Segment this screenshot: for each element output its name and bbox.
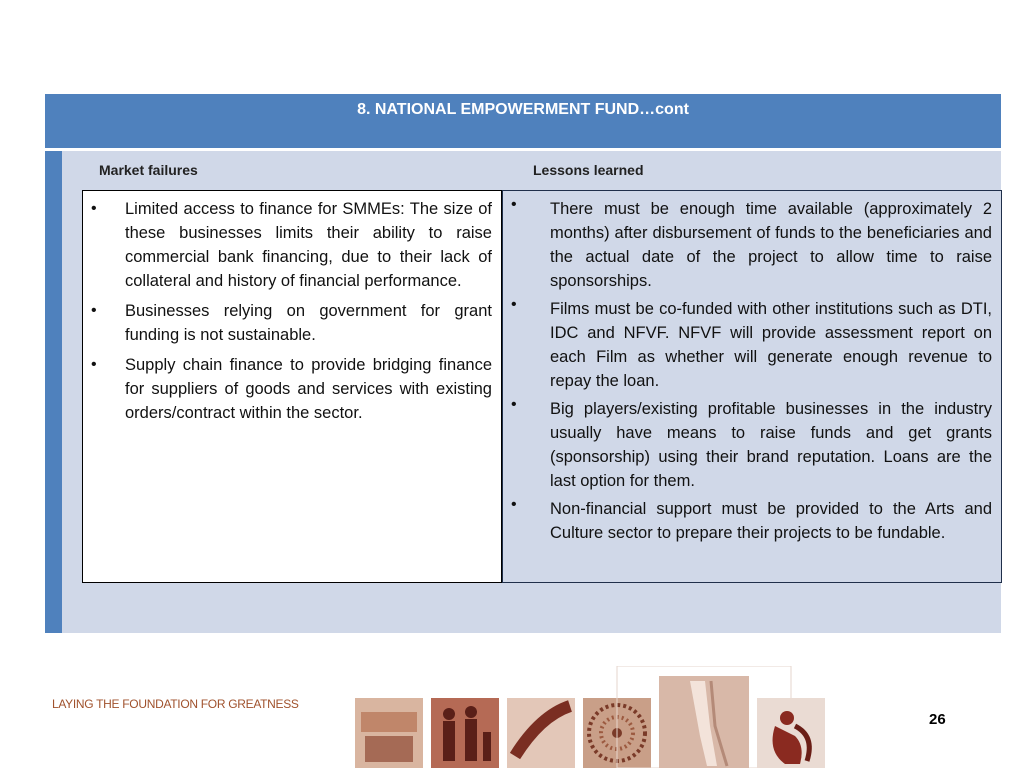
saxophone-player-image xyxy=(757,698,825,768)
list-item: • Supply chain finance to provide bridging finance for suppliers of goods and services with existing orders/contract within the sector. xyxy=(125,353,492,425)
footer-image-strip xyxy=(355,666,835,768)
lessons-learned-list xyxy=(550,197,992,549)
market-failures-box xyxy=(82,190,502,583)
lessons-learned-heading: Lessons learned xyxy=(533,162,644,178)
footer-images xyxy=(355,666,835,768)
list-item: • Businesses relying on government for grant funding is not sustainable. xyxy=(125,299,492,347)
slide-title: 8. NATIONAL EMPOWERMENT FUND…cont xyxy=(357,101,689,118)
market-failures-heading: Market failures xyxy=(99,162,198,178)
list-item: • Limited access to finance for SMMEs: The size of these businesses limits their ability to raise commercial bank financing, due to their lack of collateral and history of financial performance. xyxy=(125,197,492,293)
list-item: • Films must be co-funded with other institutions such as DTI, IDC and NFVF. NFVF will provide assessment report on each Film as whether will generate enough revenue to repay the loan. xyxy=(550,297,992,393)
list-item: • There must be enough time available (approximately 2 months) after disbursement of funds to the beneficiaries and the actual date of the project to allow time to raise sponsorships. xyxy=(550,197,992,293)
lessons-learned-box xyxy=(502,190,1002,583)
page-number: 26 xyxy=(929,711,946,728)
title-bar xyxy=(45,94,1001,148)
footer-tagline: LAYING THE FOUNDATION FOR GREATNESS xyxy=(52,697,299,711)
hands-writing-image xyxy=(355,698,423,768)
list-item: • Big players/existing profitable businesses in the industry usually have means to raise funds and get grants (sponsorship) using their brand reputation. Loans are the last option for them. xyxy=(550,397,992,493)
list-item: • Non-financial support must be provided to the Arts and Culture sector to prepare their projects to be fundable. xyxy=(550,497,992,545)
family-silhouette-image xyxy=(431,698,499,768)
film-reel-image xyxy=(507,698,575,768)
panel-accent-strip xyxy=(45,151,62,633)
market-failures-list xyxy=(125,197,492,431)
